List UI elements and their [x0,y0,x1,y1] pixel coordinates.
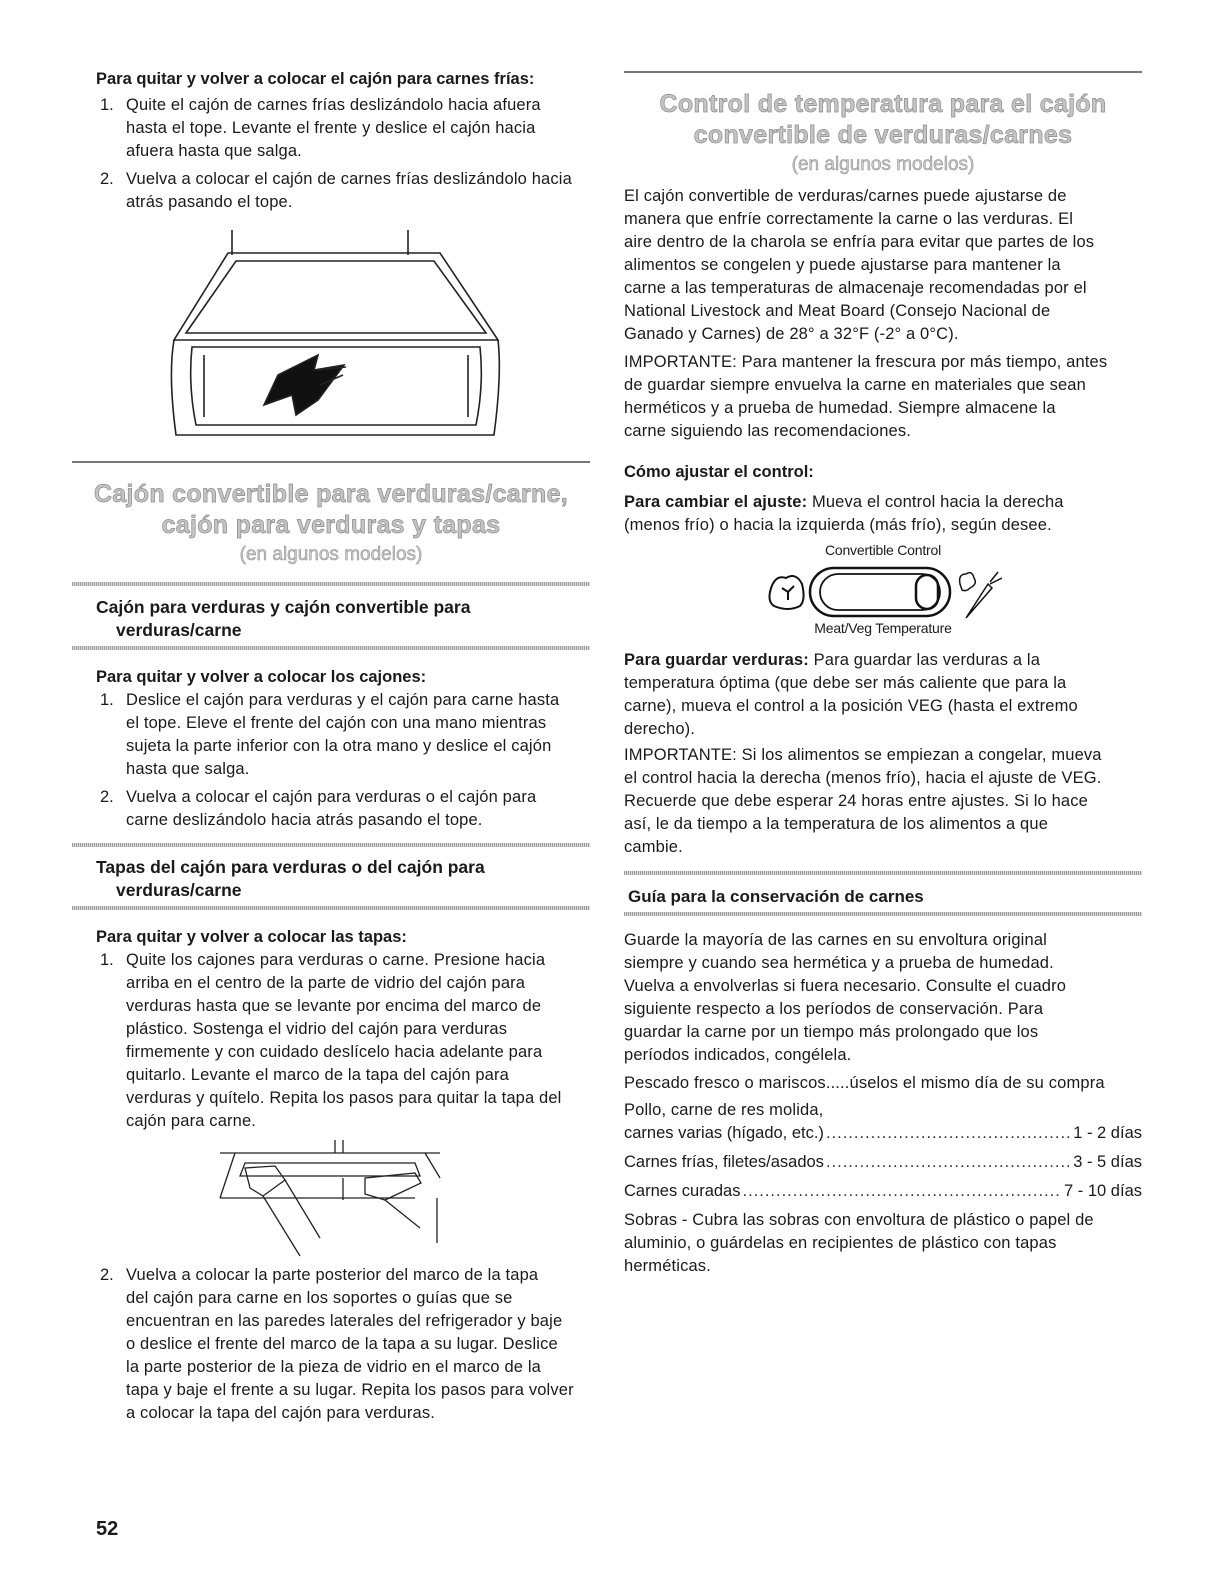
storage-item: Carnes frías, filetes/asados [624,1153,824,1171]
list-number: 2. [100,1266,114,1284]
text-line: encuentran en las paredes laterales del refrigerador y baje [126,1312,563,1330]
drawers-subheading [96,596,470,642]
text-line: así, le da tiempo a la temperatura de los alimentos a que [624,815,1049,833]
section-title-line: Control de temperatura para el cajón [659,90,1107,118]
section-title-line: convertible de verduras/carnes [693,121,1073,149]
text-line: Ganado y Carnes) de 28° a 32°F (-2° a 0°C). [624,325,959,343]
drawer-rail-lines [232,230,408,255]
line: (menos frío) o hacia la izquierda (más frío), según desee. [624,516,1052,534]
poultry-line: Pollo, carne de res molida, [624,1101,824,1119]
text-line: verduras hasta que se levante por encima del marco de [126,997,542,1015]
text-line: siguiente respecto a los períodos de conservación. Para [624,1000,1044,1018]
text-line: el tope. Eleve el frente del cajón con una mano mientras [126,714,547,732]
broccoli-icon [960,573,976,591]
text-line: tapa y baje el frente a su lugar. Repita los pasos para volver [126,1381,574,1399]
text-line: Recuerde que debe esperar 24 horas entre ajustes. Si lo hace [624,792,1088,810]
text-line: Vuelva a colocar el cajón de carnes frías deslizándolo hacia [126,170,572,188]
control-section-title [624,89,1142,179]
list-number: 1. [100,951,114,969]
text-line: Vuelva a colocar la parte posterior del marco de la tapa [126,1266,539,1284]
left-hand [245,1166,285,1196]
guide-intro [624,929,1066,1067]
meat-icon [770,576,804,609]
line: temperatura óptima (que debe ser más caliente que para la [624,674,1067,692]
right-hand [365,1173,421,1200]
dot-leader [826,1148,1071,1177]
section-title-line: cajón para verduras y tapas [161,511,501,539]
text-line: siempre y cuando sea hermética y a prueba de humedad. [624,954,1054,972]
storage-table [624,1119,1142,1206]
subheading-line: verduras/carne [116,620,242,640]
dot-leader [826,1119,1071,1148]
intro-paragraph [624,185,1094,346]
storage-item: Carnes curadas [624,1182,741,1200]
text-line: manera que enfríe correctamente la carne o las verduras. El [624,210,1074,228]
fish-row: Pescado fresco o mariscos.....úselos el mismo día de su compra [624,1074,1105,1092]
section-subtitle: (en algunos modelos) [239,544,423,565]
text-line: de guardar siempre envuelva la carne en materiales que sean [624,376,1086,394]
text-line: afuera hasta que salga. [126,142,302,160]
leftovers-paragraph [624,1209,1094,1278]
text-line: quitarlo. Levante el marco de la tapa del cajón para [126,1066,509,1084]
text-line: verduras y quítelo. Repita los pasos para quitar la tapa del [126,1089,562,1107]
text-line: Sobras - Cubra las sobras con envoltura de plástico o papel de [624,1211,1094,1229]
carrot-icon [966,572,1002,618]
storage-row [624,1177,1142,1206]
list-number: 2. [100,788,114,806]
adjust-paragraph [624,491,1064,537]
line: Para guardar las verduras a la [808,651,1041,669]
subheading-line: Tapas del cajón para verduras o del cajón para [96,857,485,877]
text-line: aire dentro de la charola se enfría para evitar que partes de los [624,233,1095,251]
list-number: 2. [100,170,114,188]
text-line: carne siguiendo las recomendaciones. [624,422,911,440]
storage-time: 1 - 2 días [1073,1124,1142,1142]
list-number: 1. [100,96,114,114]
text-line: Vuelva a colocar el cajón para verduras o el cajón para [126,788,537,806]
drawer-section-title [72,479,590,569]
pull-arrow-icon [264,355,344,415]
text-line: hasta que salga. [126,760,250,778]
text-line: plástico. Sostenga el vidrio del cajón para verduras [126,1020,508,1038]
drawer-front [171,340,499,435]
important-paragraph-2 [624,744,1102,859]
storage-row [624,1119,1142,1148]
veg-paragraph [624,649,1078,741]
text-line: alimentos se congelen y puede ajustarse para mantener la [624,256,1061,274]
text-line: Vuelva a envolverlas si fuera necesario. Consulte el cuadro [624,977,1067,995]
lead-text: Para guardar verduras: [624,651,809,669]
important-paragraph-1 [624,351,1107,443]
storage-time: 3 - 5 días [1073,1153,1142,1171]
drawer-glass-cover [174,253,498,340]
text-line: herméticos y a prueba de humedad. Siempre almacene la [624,399,1056,417]
text-line: carne a las temperaturas de almacenaje recomendadas por el [624,279,1087,297]
page-number: 52 [96,1518,119,1540]
text-line: hasta el tope. Levante el frente y deslice el cajón hacia [126,119,536,137]
text-line: firmemente y con cuidado deslícelo hacia adelante para [126,1043,543,1061]
text-line: del cajón para carne en los soportes o guías que se [126,1289,513,1307]
text-line: Deslice el cajón para verduras y el cajón para carne hasta [126,691,560,709]
text-line: el control hacia la derecha (menos frío), hacia el ajuste de VEG. [624,769,1102,787]
text-line: atrás pasando el tope. [126,193,293,211]
control-caption-bottom: Meat/Veg Temperature [814,620,952,636]
text-line: cajón para carne. [126,1112,257,1130]
subheading-line: verduras/carne [116,880,242,900]
text-line: la parte posterior de la pieza de vidrio en el marco de la [126,1358,542,1376]
text-line: Quite el cajón de carnes frías deslizándolo hacia afuera [126,96,541,114]
covers-heading: Para quitar y volver a colocar las tapas: [96,928,407,946]
hatched-rule [72,906,590,910]
drawers-heading: Para quitar y volver a colocar los cajones: [96,668,427,686]
text-line: o deslice el frente del marco de la tapa a su lugar. Deslice [126,1335,558,1353]
text-line: arriba en el centro de la parte de vidrio del cajón para [126,974,526,992]
text-line: National Livestock and Meat Board (Consejo Nacional de [624,302,1051,320]
control-caption-top: Convertible Control [824,542,942,558]
line: Mueva el control hacia la derecha [807,493,1064,511]
section-rule [624,71,1142,73]
text-line: Quite los cajones para verduras o carne. Presione hacia [126,951,546,969]
text-line: cambie. [624,838,683,856]
text-line: sujeta la parte inferior con la otra mano y deslice el cajón [126,737,552,755]
section-subtitle: (en algunos modelos) [791,154,975,175]
hatched-rule [624,871,1142,875]
guide-heading: Guía para la conservación de carnes [628,887,924,906]
line: derecho). [624,720,696,738]
adjust-heading: Cómo ajustar el control: [624,463,814,481]
cold-drawer-heading: Para quitar y volver a colocar el cajón para carnes frías: [96,70,535,88]
text-line: IMPORTANTE: Para mantener la frescura por más tiempo, antes [624,353,1108,371]
convertible-control [766,562,1016,622]
text-line: períodos indicados, congélela. [624,1046,852,1064]
lead-text: Para cambiar el ajuste: [624,493,808,511]
text-line: a colocar la tapa del cajón para verduras. [126,1404,435,1422]
section-title-line: Cajón convertible para verduras/carne, [93,480,569,508]
storage-time: 7 - 10 días [1064,1182,1142,1200]
hatched-rule [72,646,590,650]
storage-item: carnes varias (hígado, etc.) [624,1124,824,1142]
list-number: 1. [100,691,114,709]
text-line: guardar la carne por un tiempo más prolongado que los [624,1023,1039,1041]
hatched-rule [72,843,590,847]
cold-drawer-illustration [168,225,508,450]
text-line: carne deslizándolo hacia atrás pasando el tope. [126,811,483,829]
line: carne), mueva el control a la posición VEG (hasta el extremo [624,697,1078,715]
cover-removal-illustration [215,1138,445,1258]
hatched-rule [72,582,590,586]
text-line: herméticas. [624,1257,711,1275]
text-line: IMPORTANTE: Si los alimentos se empiezan a congelar, mueva [624,746,1102,764]
text-line: El cajón convertible de verduras/carnes puede ajustarse de [624,187,1067,205]
hatched-rule [624,912,1142,916]
text-line: Guarde la mayoría de las carnes en su envoltura original [624,931,1047,949]
storage-row [624,1148,1142,1177]
subheading-line: Cajón para verduras y cajón convertible para [96,597,471,617]
text-line: aluminio, o guárdelas en recipientes de plástico con tapas [624,1234,1057,1252]
dot-leader [742,1177,1062,1206]
section-rule [72,461,590,463]
covers-subheading [96,856,485,902]
